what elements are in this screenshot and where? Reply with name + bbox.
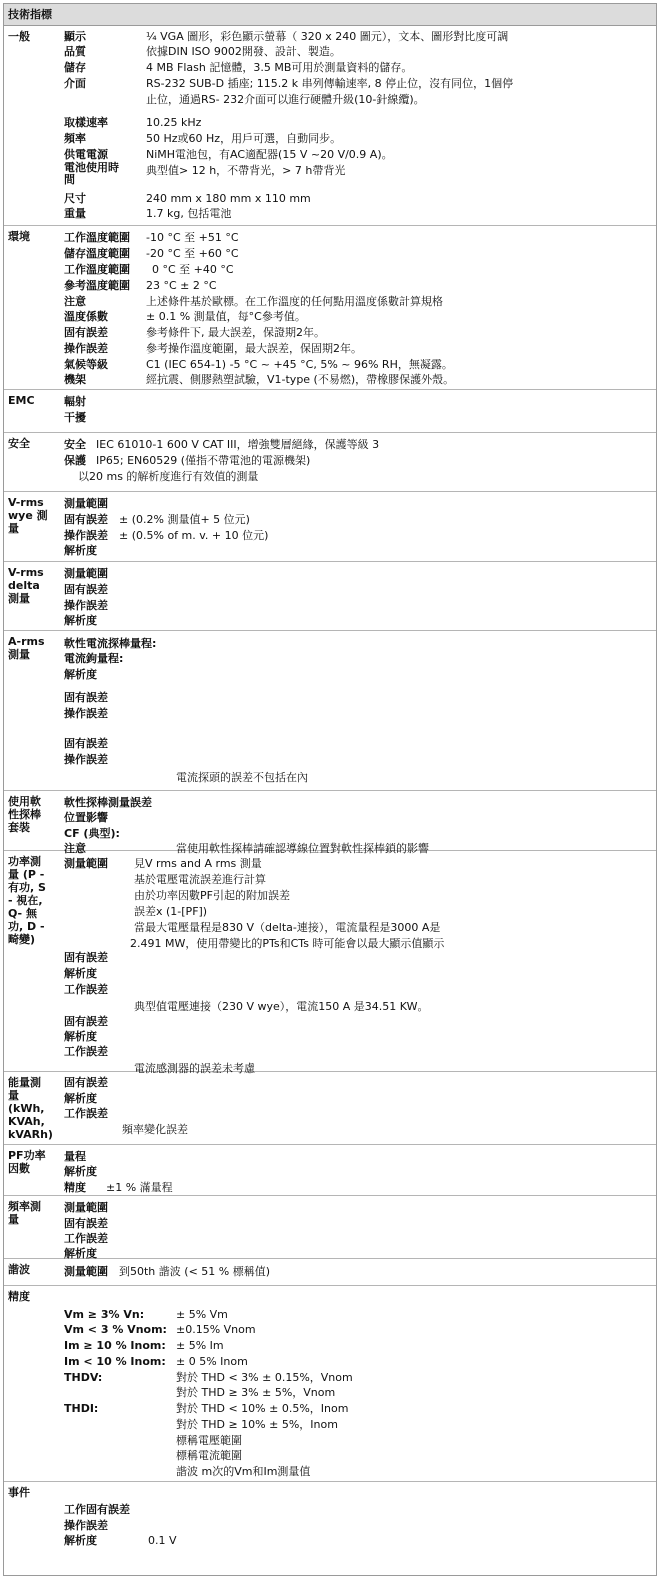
spec-section <box>4 433 656 492</box>
spec-value: 對於 THD ≥ 10% ± 5%，Inom <box>176 1418 338 1431</box>
spec-value: 對於 THD < 3% ± 0.15%，Vnom <box>176 1371 353 1384</box>
spec-label: 工作誤差 <box>64 1107 108 1120</box>
spec-value: NiMH電池包，有AC適配器(15 V ~20 V/0.9 A)。 <box>146 148 393 161</box>
spec-section <box>4 1259 656 1286</box>
spec-label: 品質 <box>64 45 86 58</box>
spec-value: 23 °C ± 2 °C <box>146 279 217 292</box>
section-category: 事件 <box>8 1486 30 1499</box>
spec-value: -10 °C 至 +51 °C <box>146 231 239 244</box>
spec-label: Im < 10 % Inom: <box>64 1355 166 1368</box>
spec-label: 注意 <box>64 842 86 855</box>
spec-label: Im ≥ 10 % Inom: <box>64 1339 166 1352</box>
spec-value: IEC 61010-1 600 V CAT III，增強雙層絕緣，保護等級 3 <box>96 438 380 451</box>
spec-label: 測量範圍 <box>64 1265 108 1278</box>
spec-label: 解析度 <box>64 614 97 627</box>
spec-value: ±1 % 滿量程 <box>106 1181 173 1194</box>
spec-value: ± 5% Im <box>176 1339 224 1352</box>
spec-value: ± 0 5% Inom <box>176 1355 248 1368</box>
section-category: V-rms delta 測量 <box>8 566 44 605</box>
section-category: V-rms wye 測 量 <box>8 496 48 535</box>
spec-label: Vm ≥ 3% Vn: <box>64 1308 145 1321</box>
spec-label: 工作固有誤差 <box>64 1503 130 1516</box>
spec-label: 解析度 <box>64 1092 97 1105</box>
spec-section <box>4 1482 656 1564</box>
section-category: 頻率測 量 <box>8 1200 41 1226</box>
spec-label: 軟性電流探棒量程: <box>64 637 157 650</box>
section-category: 精度 <box>8 1290 30 1303</box>
spec-label: 工作溫度範圍 <box>64 231 130 244</box>
spec-label: 測量範圍 <box>64 567 108 580</box>
spec-value: 0.1 V <box>148 1534 177 1547</box>
spec-label: 解析度 <box>64 1165 97 1178</box>
spec-label: 工作誤差 <box>64 983 108 996</box>
spec-label: 精度 <box>64 1181 86 1194</box>
spec-label: 取樣速率 <box>64 116 108 129</box>
spec-value: ± 0.1 % 測量值，每°C參考值。 <box>146 310 306 323</box>
spec-value: 當使用軟性探棒請確認導線位置對軟性探棒鎖的影響 <box>176 842 429 855</box>
spec-label: 操作誤差 <box>64 529 108 542</box>
spec-value: 2.491 MW，使用帶變比的PTs和CTs 時可能會以最大顯示值顯示 <box>130 937 445 950</box>
spec-label: 電流鉤量程: <box>64 652 124 665</box>
spec-value: 標稱電壓範圍 <box>176 1434 242 1447</box>
section-category: 使用軟 性探棒 套裝 <box>8 795 41 834</box>
spec-value: 經抗震、側膠熱塑試驗，V1-type (不易燃)，帶橡膠保護外殼。 <box>146 373 455 386</box>
spec-label: 輻射 <box>64 395 86 408</box>
spec-label: 解析度 <box>64 1247 97 1260</box>
spec-label: 操作誤差 <box>64 1519 108 1532</box>
spec-value: 參考條件下, 最大誤差，保證期2年。 <box>146 326 325 339</box>
spec-value: 當最大電壓量程是830 V（delta-連接），電流量程是3000 A是 <box>134 921 441 934</box>
spec-value: ± 5% Vm <box>176 1308 228 1321</box>
spec-table <box>3 3 657 1576</box>
spec-value: 頻率變化誤差 <box>122 1123 188 1136</box>
spec-value: 由於功率因數PF引起的附加誤差 <box>134 889 290 902</box>
spec-value: 誤差x (1-[PF]) <box>134 905 208 918</box>
section-category: 諧波 <box>8 1263 30 1276</box>
spec-section <box>4 226 656 390</box>
spec-section <box>4 1145 656 1196</box>
spec-label: 溫度係數 <box>64 310 108 323</box>
spec-label: 固有誤差 <box>64 1076 108 1089</box>
spec-value: 諧波 m次的Vm和Im測量值 <box>176 1465 311 1478</box>
section-category: 功率測 量 (P - 有功, S - 視在, Q- 無 功, D - 畸變) <box>8 855 46 946</box>
spec-label: 位置影響 <box>64 811 108 824</box>
spec-label: 解析度 <box>64 1030 97 1043</box>
spec-label: 注意 <box>64 295 86 308</box>
spec-value: 電流探頭的誤差不包括在內 <box>176 771 308 784</box>
spec-label: 機架 <box>64 373 86 386</box>
spec-value: 電流感測器的誤差未考慮 <box>134 1062 255 1075</box>
spec-value: 基於電壓電流誤差進行計算 <box>134 873 266 886</box>
spec-label: 操作誤差 <box>64 753 108 766</box>
spec-section <box>4 26 656 226</box>
spec-label: CF (典型): <box>64 827 120 840</box>
spec-value: 依據DIN ISO 9002開發、設計、製造。 <box>146 45 341 58</box>
sections-container <box>4 26 656 1564</box>
spec-label: 解析度 <box>64 544 97 557</box>
spec-value: -20 °C 至 +60 °C <box>146 247 239 260</box>
spec-value: 0 °C 至 +40 °C <box>152 263 234 276</box>
spec-label: 尺寸 <box>64 192 86 205</box>
spec-value: ± (0.2% 測量值+ 5 位元) <box>119 513 250 526</box>
spec-section <box>4 1196 656 1259</box>
spec-value: 見V rms and A rms 測量 <box>134 857 262 870</box>
spec-label: 重量 <box>64 207 86 220</box>
spec-label: 解析度 <box>64 967 97 980</box>
spec-label: 供電電源 <box>64 148 108 161</box>
spec-label: 工作誤差 <box>64 1045 108 1058</box>
spec-label: 保護 <box>64 454 86 467</box>
spec-label: 操作誤差 <box>64 342 108 355</box>
spec-section <box>4 492 656 562</box>
spec-label: 解析度 <box>64 1534 97 1547</box>
spec-section <box>4 791 656 855</box>
spec-value: 50 Hz或60 Hz，用戶可選，自動同步。 <box>146 132 342 145</box>
spec-label: 顯示 <box>64 30 86 43</box>
spec-section <box>4 851 656 1075</box>
spec-label: 測量範圍 <box>64 857 108 870</box>
spec-label: 測量範圍 <box>64 1201 108 1214</box>
spec-label: 測量範圍 <box>64 497 108 510</box>
spec-value: 參考操作溫度範圍，最大誤差，保固期2年。 <box>146 342 362 355</box>
spec-label: 量程 <box>64 1150 86 1163</box>
spec-value: 以20 ms 的解析度進行有效值的測量 <box>78 470 259 483</box>
spec-label: 固有誤差 <box>64 691 108 704</box>
spec-label: 固有誤差 <box>64 326 108 339</box>
spec-value: ±0.15% Vnom <box>176 1323 256 1336</box>
spec-value: ± (0.5% of m. v. + 10 位元) <box>119 529 269 542</box>
spec-value: 標稱電流範圍 <box>176 1449 242 1462</box>
spec-value: 10.25 kHz <box>146 116 202 129</box>
spec-label: 頻率 <box>64 132 86 145</box>
spec-label: 儲存溫度範圍 <box>64 247 130 260</box>
spec-value: 對於 THD < 10% ± 0.5%，Inom <box>176 1402 349 1415</box>
spec-label: 操作誤差 <box>64 707 108 720</box>
spec-label: 軟性探棒測量誤差 <box>64 796 152 809</box>
section-category: 安全 <box>8 437 30 450</box>
spec-label: 介面 <box>64 77 86 90</box>
spec-label: 參考溫度範圍 <box>64 279 130 292</box>
section-category: 環境 <box>8 230 30 243</box>
spec-label: 氣候等級 <box>64 358 108 371</box>
spec-value: ¼ VGA 圖形，彩色顯示螢幕（ 320 x 240 圖元），文本、圖形對比度可調 <box>146 30 509 43</box>
spec-section <box>4 562 656 631</box>
section-category: 能量測 量 (kWh, KVAh, kVARh) <box>8 1076 53 1141</box>
spec-label: 安全 <box>64 438 86 451</box>
spec-label: 工作溫度範圍 <box>64 263 130 276</box>
section-category: PF功率 因數 <box>8 1149 46 1175</box>
spec-label: 儲存 <box>64 61 86 74</box>
spec-value: 1.7 kg, 包括電池 <box>146 207 232 220</box>
spec-label: THDV: <box>64 1371 103 1384</box>
spec-label: THDI: <box>64 1402 99 1415</box>
spec-section <box>4 390 656 433</box>
spec-value: RS-232 SUB-D 插座; 115.2 k 串列傳輸速率, 8 停止位，沒有同位，1個停 <box>146 77 514 90</box>
spec-value: 對於 THD ≥ 3% ± 5%，Vnom <box>176 1386 336 1399</box>
spec-label: 干擾 <box>64 411 86 424</box>
spec-value: 上述條件基於歐標。在工作溫度的任何點用溫度係數計算規格 <box>146 295 443 308</box>
section-category: 一般 <box>8 30 30 43</box>
table-header: 技術指標 <box>4 4 656 26</box>
spec-label: 固有誤差 <box>64 583 108 596</box>
spec-label: 固有誤差 <box>64 737 108 750</box>
spec-value: 止位，通過RS- 232介面可以進行硬體升級(10-針線纜)。 <box>146 93 425 106</box>
spec-value: C1 (IEC 654-1) -5 °C ~ +45 °C, 5% ~ 96% RH，無凝露。 <box>146 358 453 371</box>
spec-section <box>4 1286 656 1482</box>
spec-label: 解析度 <box>64 668 97 681</box>
spec-value: 典型值電壓連接（230 V wye），電流150 A 是34.51 KW。 <box>134 1000 429 1013</box>
spec-value: 4 MB Flash 記憶體，3.5 MB可用於測量資料的儲存。 <box>146 61 413 74</box>
spec-label: 固有誤差 <box>64 1015 108 1028</box>
spec-value: 典型值> 12 h，不帶背光，> 7 h帶背光 <box>146 164 346 177</box>
spec-value: 到50th 諧波 (< 51 % 標稱值) <box>119 1265 271 1278</box>
spec-label: 工作誤差 <box>64 1232 108 1245</box>
spec-label: 固有誤差 <box>64 1217 108 1230</box>
section-category: EMC <box>8 394 35 407</box>
spec-label: 固有誤差 <box>64 513 108 526</box>
section-category: A-rms 測量 <box>8 635 45 661</box>
spec-label: 電池使用時間 <box>64 161 119 186</box>
spec-section <box>4 631 656 791</box>
spec-label: Vm < 3 % Vnom: <box>64 1323 167 1336</box>
spec-label: 固有誤差 <box>64 951 108 964</box>
spec-value: IP65; EN60529 (僅指不帶電池的電源機架) <box>96 454 311 467</box>
spec-label: 操作誤差 <box>64 599 108 612</box>
spec-section <box>4 1072 656 1145</box>
spec-value: 240 mm x 180 mm x 110 mm <box>146 192 311 205</box>
